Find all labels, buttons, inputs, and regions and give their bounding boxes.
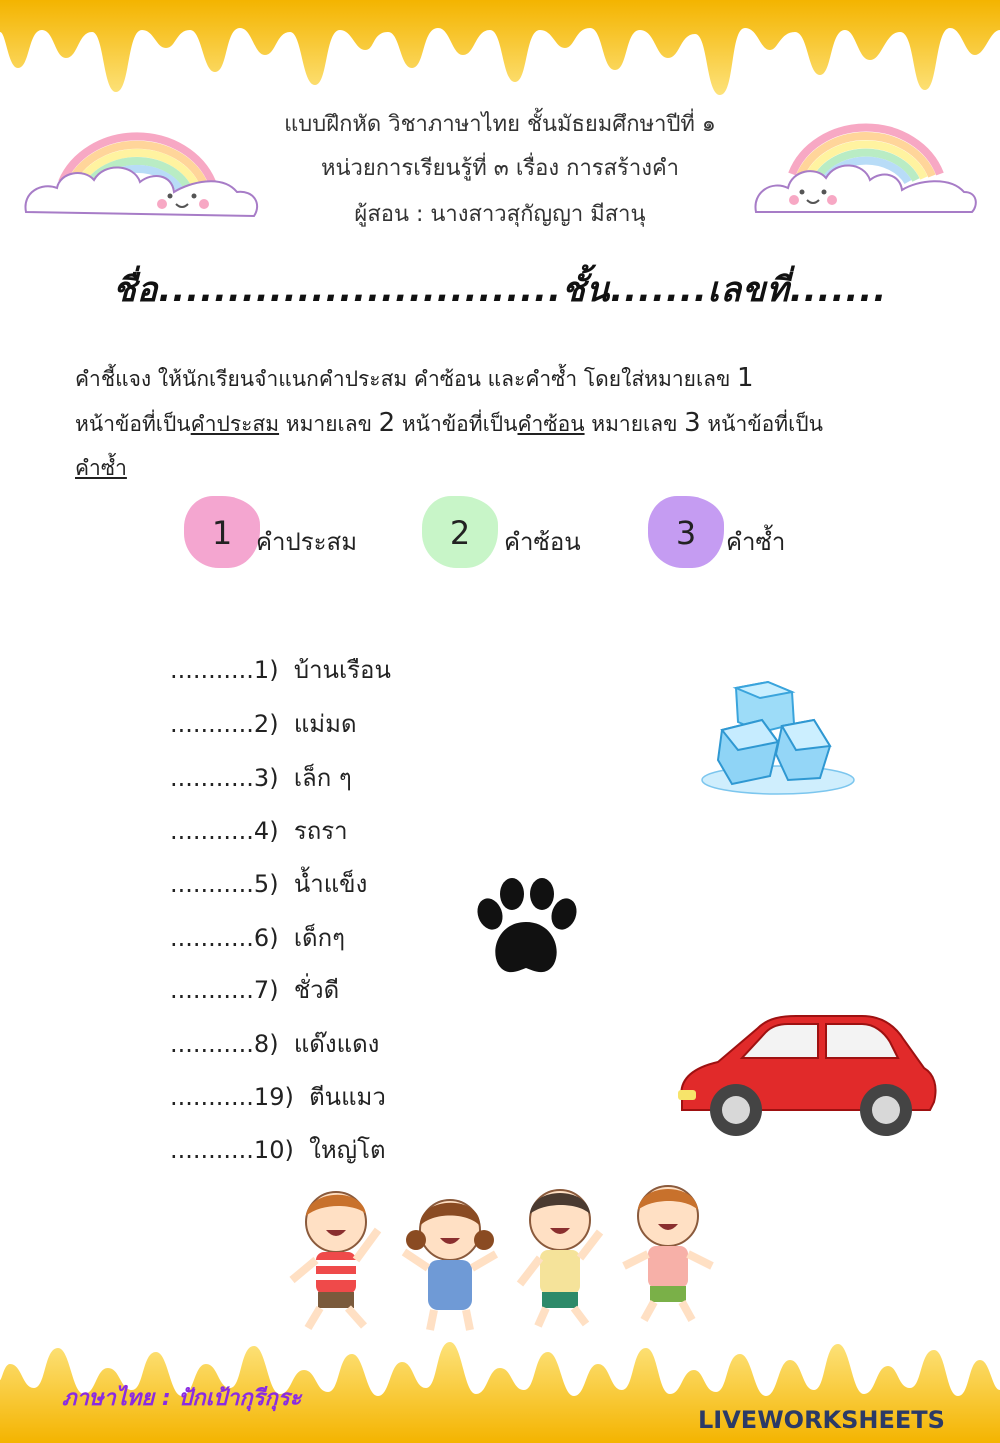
- item-word: ตีนแมว: [309, 1083, 386, 1111]
- instructions-number-1: 1: [737, 363, 754, 393]
- item-word: แด๊งแดง: [293, 1030, 380, 1058]
- legend-label: คำซ้ำ: [726, 528, 786, 556]
- answer-blank[interactable]: ...........: [170, 1083, 254, 1111]
- legend-number: 1: [211, 514, 233, 552]
- item-number: 4): [253, 817, 279, 845]
- item-word: ใหญ่โต: [309, 1136, 386, 1164]
- item-word: รถรา: [293, 817, 348, 845]
- item-number: 8): [253, 1030, 279, 1058]
- item-number: 1): [253, 656, 279, 684]
- item-word: แม่มด: [293, 710, 357, 738]
- list-item[interactable]: [170, 918, 345, 957]
- legend-label: คำซ้อน: [504, 528, 581, 556]
- instructions: [75, 356, 935, 490]
- liveworksheets-brand-text: LIVEWORKSHEETS: [698, 1406, 945, 1434]
- item-number: 10): [253, 1136, 294, 1164]
- instructions-text: คำชี้แจง ให้นักเรียนจำแนกคำประสม คำซ้อน และคำซ้ำ โดยใส่หมายเลข: [75, 367, 738, 391]
- list-item[interactable]: [170, 704, 357, 743]
- item-number: 19): [253, 1083, 294, 1111]
- liveworksheets-logo[interactable]: [698, 1406, 945, 1434]
- footer-author-label: ภาษาไทย : ปักเป้ากุรีกุระ: [62, 1386, 302, 1411]
- item-number: 7): [253, 976, 279, 1004]
- student-name-line: ชื่อ.............................ชั้น.......เลขที่.......: [112, 270, 888, 310]
- list-item[interactable]: [170, 1130, 386, 1169]
- item-number: 6): [253, 924, 279, 952]
- answer-blank[interactable]: ...........: [170, 976, 254, 1004]
- instructions-text: หน้าข้อที่เป็น: [395, 412, 518, 436]
- answer-blank[interactable]: ...........: [170, 924, 254, 952]
- list-item[interactable]: [170, 650, 391, 689]
- item-number: 5): [253, 870, 279, 898]
- legend-number: 3: [675, 514, 697, 552]
- legend-number: 2: [449, 514, 471, 552]
- instructions-number-2: 2: [378, 408, 396, 438]
- instructions-number-3: 3: [684, 408, 701, 438]
- list-item[interactable]: [170, 1024, 379, 1063]
- instructions-text: หมายเลข: [279, 412, 379, 436]
- item-word: เด็กๆ: [293, 924, 346, 952]
- honey-drip-top-decoration: [0, 0, 1000, 110]
- answer-blank[interactable]: ...........: [170, 764, 254, 792]
- list-item[interactable]: [170, 970, 339, 1009]
- item-word: เล็ก ๆ: [293, 764, 352, 792]
- item-number: 3): [253, 764, 279, 792]
- answer-blank[interactable]: ...........: [170, 656, 254, 684]
- item-word: บ้านเรือน: [293, 656, 391, 684]
- worksheet-title: แบบฝึกหัด วิชาภาษาไทย ชั้นมัธยมศึกษาปีที่ ๑: [284, 112, 716, 137]
- worksheet-unit: หน่วยการเรียนรู้ที่ ๓ เรื่อง การสร้างคำ: [320, 156, 680, 181]
- instructions-underlined-term: คำซ้ำ: [75, 456, 127, 480]
- instructions-underlined-term: คำซ้อน: [517, 412, 585, 436]
- instructions-text: หน้าข้อที่เป็น: [700, 412, 823, 436]
- list-item[interactable]: [170, 758, 352, 797]
- list-item[interactable]: [170, 864, 367, 903]
- item-word: ชั่วดี: [293, 976, 340, 1004]
- paw-print-icon: [470, 876, 582, 978]
- instructions-underlined-term: คำประสม: [190, 412, 280, 436]
- list-item[interactable]: [170, 1077, 386, 1116]
- item-word: น้ำแข็ง: [293, 870, 368, 898]
- list-item[interactable]: [170, 811, 348, 850]
- answer-blank[interactable]: ...........: [170, 817, 254, 845]
- instructions-text: หมายเลข: [584, 412, 685, 436]
- answer-blank[interactable]: ...........: [170, 870, 254, 898]
- red-car-illustration: [672, 1010, 940, 1144]
- happy-kids-illustration: [282, 1180, 720, 1340]
- legend-label: คำประสม: [256, 528, 358, 556]
- answer-blank[interactable]: ...........: [170, 1136, 254, 1164]
- answer-blank[interactable]: ...........: [170, 1030, 254, 1058]
- worksheet-teacher: ผู้สอน : นางสาวสุกัญญา มีสานุ: [354, 202, 646, 227]
- ice-cubes-illustration: [696, 680, 856, 804]
- item-number: 2): [253, 710, 279, 738]
- answer-blank[interactable]: ...........: [170, 710, 254, 738]
- instructions-text: หน้าข้อที่เป็น: [75, 412, 191, 436]
